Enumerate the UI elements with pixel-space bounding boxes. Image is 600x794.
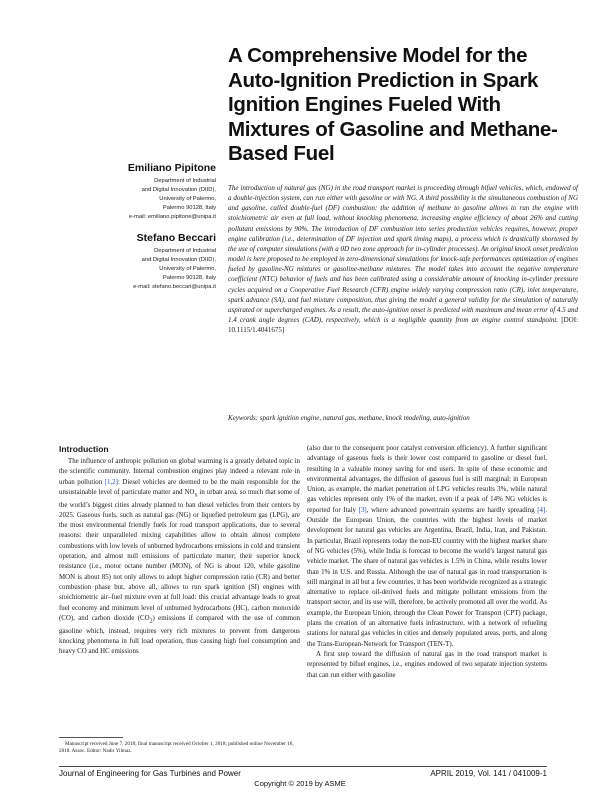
subscript: 2 bbox=[149, 618, 153, 625]
paragraph bbox=[307, 444, 547, 650]
affiliation-line: University of Palermo, bbox=[159, 266, 216, 272]
citation-link[interactable]: [3] bbox=[358, 506, 367, 514]
author-email: e-mail: stefano.beccari@unipa.it bbox=[133, 284, 216, 290]
body-column-right bbox=[307, 444, 547, 681]
body-column-left bbox=[59, 457, 300, 657]
author-block-1 bbox=[40, 162, 216, 222]
footnote: Manuscript received June 7, 2018; final manuscript received October 1, 2018; published online November 16, 2018. Assoc. Editor: Nadir Yilmaz. bbox=[59, 741, 294, 754]
text-run: (also due to the consequent poor catalyst conversion efficiency). A further significant advantage of gaseous fuels is their lower cost compared to gasoline or diesel fuel, resulting in a valuable money saving for end users. In spite of these economic and environmental advantages, the diffusion of gaseous fuel is still marginal: in European Union, as example, the market penetration of LPG vehicles results 3%, while natural gas vehicles represent only 1% of the market, even if a peak of 14% NG vehicles is reported for Italy bbox=[307, 445, 547, 514]
issue-info: APRIL 2019, Vol. 141 / 041009-1 bbox=[430, 769, 547, 778]
text-run: : Diesel vehicles are deemed to be the main responsible for the unsustainable level of particulate matter and NO bbox=[59, 478, 300, 496]
citation-link[interactable]: [1,2] bbox=[104, 478, 118, 486]
paragraph: A first step toward the diffusion of natural gas in the road transport market is represented by bifuel engines, i.e., engines endowed of two separate injection systems that can run either with gasoline bbox=[307, 650, 547, 679]
affiliation-line: Palermo 90128, Italy bbox=[162, 205, 216, 211]
journal-name: Journal of Engineering for Gas Turbines and Power bbox=[59, 769, 241, 778]
copyright-notice: Copyright © 2019 by ASME bbox=[254, 779, 346, 788]
text-run: in urban area, so much that some of the world’s biggest cities already planned to ban diesel vehicles from their centers by 2025. Gaseous fuels, such as natural gas (NG) or liquefied petroleum gas (LPG), are the most environmental friendly fuels for road transport applications, due to several reasons: their unparalleled mixing capabilities allow to obtain almost complete combustions with low levels of unburned hydrocarbons emissions in cold and transient operation, and almost null emissions of particulate matter; their superior knock resistance (i.e., motor octane number (MON), of NG is about 120, while gasoline MON is about 85) not only allows to adopt higher compression ratio (CR) and better combustion phase but, above all, allows to run spark ignition (SI) engines with stoichiometric air–fuel mixture even at full load: this crucial advantage leads to great fuel economy and minimum level of unburned hydrocarbons (HC), carbon monoxide (CO), and carbon dioxide (CO bbox=[59, 488, 300, 622]
citation-link[interactable]: [4] bbox=[537, 506, 546, 514]
paragraph bbox=[59, 457, 300, 657]
text-run: The influence of anthropic pollution on global warming is a greatly debated topic in the scientific community. Internal combustion engines play indeed a relevant role in urban pollution bbox=[59, 458, 300, 486]
keywords-text: spark ignition engine, natural gas, methane, knock modeling, auto-ignition bbox=[259, 414, 470, 422]
affiliation-line: Palermo 90128, Italy bbox=[162, 275, 216, 281]
affiliation-line: University of Palermo, bbox=[159, 196, 216, 202]
affiliation-line: Department of Industrial bbox=[154, 248, 216, 254]
text-run: . Outside the European Union, the countries with the highest levels of market development for natural gas vehicles are Argentina, Brazil, India, Iran, and Pakistan. In particular, Brazil represents today the non-EU country with the highest market share of NG vehicles (5%), while India is forecast to become the world’s largest natural gas vehicle market. The share of natural gas vehicles is 1.5% in China, while results lower than 1% in U.S. and Russia. Although the use of natural gas in road transportation is still marginal in all but a few countries, it has been worldwide recognized as a strategic alternative to replace oil-derived fuels and mitigate pollutant emissions from the transport sector, and its use will, therefore, be actively promoted all over the world. As example, the European Union, through the Clean Power for Transport (CPT) package, plans the creation of an alternative fuels infrastructure, with a network of refueling stations for natural gas vehicles in cities and densely populated areas, ports, and along the Trans-European-Network for Transport (TEN-T). bbox=[307, 506, 547, 648]
author-affiliations bbox=[40, 162, 216, 302]
affiliation-line: and Digital Innovation (DIID), bbox=[141, 257, 216, 263]
abstract-text: The introduction of natural gas (NG) in the road transport market is proceeding through bifuel vehicles, which, endowed of a double-injection system, can run either with gasoline or with NG. A third possibility is the simultaneous combustion of NG and gasoline, called double-fuel (DF) combustion: the addition of methane to gasoline allows to run the engine with stoichiometric air even at full load, without knocking phenomena, increasing engine efficiency of about 26% and cutting pollutant emissions by 90%. The introduction of DF combustion into series production vehicles requires, however, proper engine calibration (i.e., determination of DF injection and spark timing maps), a process which is drastically shortened by the use of computer simulations (with a 0D two zone approach for in-cylinder processes). An original knock onset prediction model is here proposed to be employed in zero-dimensional simulations for knock-safe performances optimization of engines fueled by gasoline-NG mixtures or gasoline-methane mixtures. The model takes into account the negative temperature coefficient (NTC) behavior of fuels and has been calibrated using a considerable amount of knocking in-cylinder pressure cycles acquired on a Cooperative Fuel Research (CFR) engine widely varying compression ratio (CR), inlet temperature, spark advance (SA), and fuel mixture composition, thus giving the model a general validity for the simulation of naturally aspirated or supercharged engines. As a result, the auto-ignition onset is predicted with maximum and mean error of 4.5 and 1.4 crank angle degrees (CAD), respectively, which is a negligible quantity from an engine control standpoint. bbox=[228, 184, 578, 325]
text-run: ) emissions if compared with the use of common gasoline which, instead, requires very rich mixtures to prevent from dangerous knocking phenomena in full load operation, thus causing high fuel consumption and heavy CO and HC emissions bbox=[59, 614, 301, 656]
footnote-divider bbox=[59, 737, 123, 738]
doi-link[interactable]: [DOI: 10.1115/1.4041675] bbox=[228, 316, 579, 335]
abstract bbox=[228, 183, 578, 335]
author-name: Stefano Beccari bbox=[136, 232, 216, 244]
subscript: x bbox=[194, 492, 198, 499]
footer-divider bbox=[59, 766, 547, 767]
keywords-label: Keywords: bbox=[228, 414, 259, 422]
affiliation-line: Department of Industrial bbox=[154, 178, 216, 184]
affiliation-line: and Digital Innovation (DIID), bbox=[141, 187, 216, 193]
text-run: , where advanced powertrain systems are hardly spreading bbox=[366, 506, 538, 514]
paper-title: A Comprehensive Model for the Auto-Ignition Prediction in Spark Ignition Engines Fueled With Mixtures of Gasoline and Methane-Based Fuel bbox=[228, 44, 558, 165]
author-name: Emiliano Pipitone bbox=[127, 162, 216, 174]
author-block-2 bbox=[40, 232, 216, 292]
keywords bbox=[228, 413, 578, 423]
section-heading-introduction: Introduction bbox=[59, 444, 109, 454]
author-email: e-mail: emiliano.pipitone@unipa.it bbox=[128, 214, 216, 220]
